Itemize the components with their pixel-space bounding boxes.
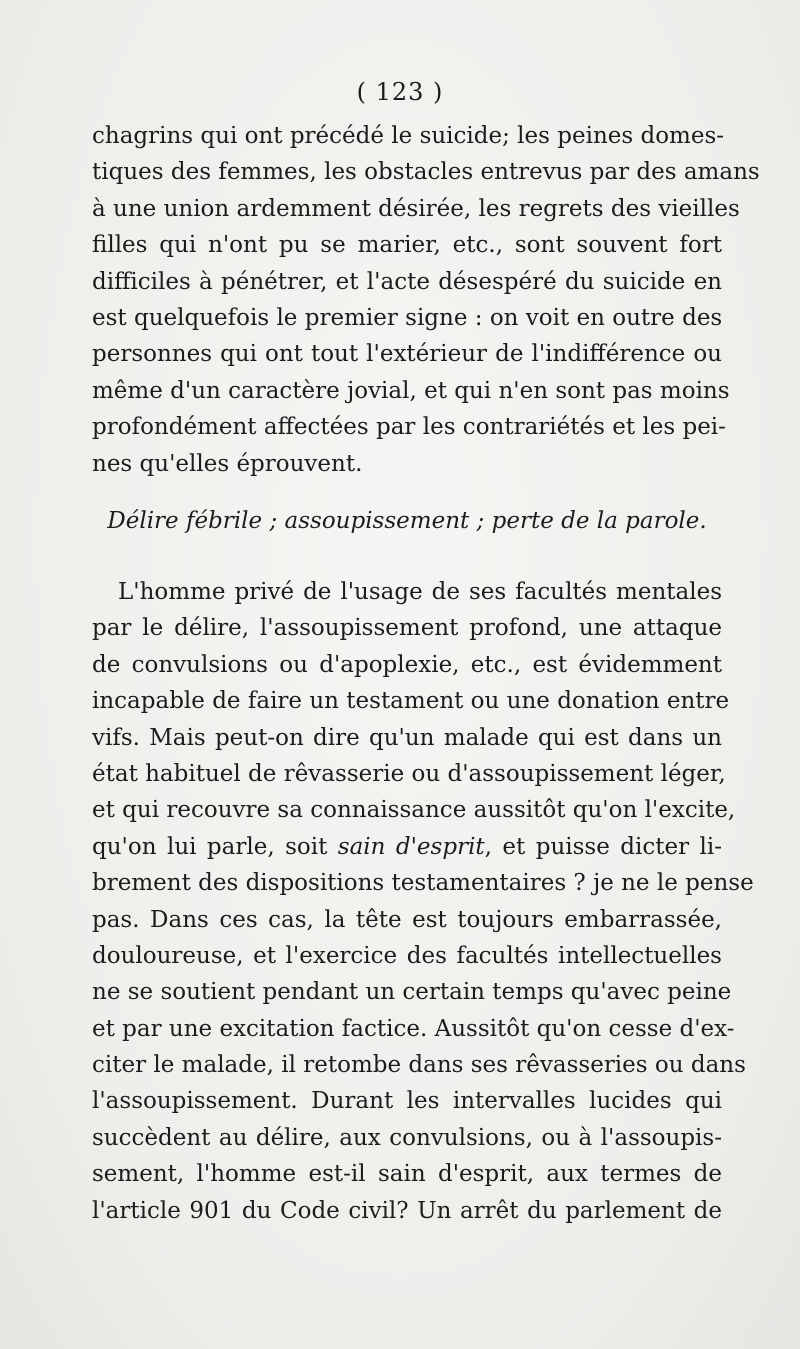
text-line: profondément affectées par les contrariétés et les pei- (92, 414, 726, 441)
text-line: succèdent au délire, aux convulsions, ou à l'assoupis- (92, 1124, 722, 1151)
text-line: état habituel de rêvasserie ou d'assoupissement léger, (92, 760, 726, 787)
text-line: vifs. Mais peut-on dire qu'un malade qui est dans un (92, 724, 722, 751)
italic-term: sain d'esprit (337, 833, 485, 860)
text-line: à une union ardemment désirée, les regrets des vieilles (92, 195, 740, 222)
text-line: et qui recouvre sa connaissance aussitôt qu'on l'excite, (92, 797, 736, 824)
text-line: tiques des femmes, les obstacles entrevus par des amans (92, 159, 760, 186)
text-line: de convulsions ou d'apoplexie, etc., est évidemment (92, 651, 722, 678)
page-number: ( 123 ) (356, 78, 444, 106)
text-line: et par une excitation factice. Aussitôt qu'on cesse d'ex- (92, 1015, 735, 1042)
paragraph-delirium (92, 574, 754, 1229)
text-line: incapable de faire un testament ou une donation entre (92, 688, 730, 715)
text-line: nes qu'elles éprouvent. (92, 450, 363, 477)
text-line: est quelquefois le premier signe : on voit en outre des (92, 304, 723, 331)
text-line: par le délire, l'assoupissement profond, une attaque (92, 615, 722, 642)
text-line: personnes qui ont tout l'extérieur de l'indifférence ou (92, 341, 722, 368)
text-line: brement des dispositions testamentaires ? je ne le pense (92, 870, 754, 897)
text-line: citer le malade, il retombe dans ses rêvasseries ou dans (92, 1052, 746, 1079)
text-segment: , et puisse dicter li- (484, 833, 722, 860)
text-line: l'assoupissement. Durant les intervalles lucides qui (92, 1088, 722, 1115)
text-line: ne se soutient pendant un certain temps qu'avec peine (92, 979, 732, 1006)
text-line: filles qui n'ont pu se marier, etc., sont souvent fort (92, 232, 722, 259)
text-segment: qu'on lui parle, soit (92, 833, 338, 860)
text-line: l'article 901 du Code civil? Un arrêt du parlement de (92, 1197, 722, 1224)
text-line: L'homme privé de l'usage de ses facultés mentales (118, 579, 722, 605)
paragraph-suicide-causes (92, 118, 760, 482)
section-heading: Délire fébrile ; assoupissement ; perte de la parole. (107, 508, 707, 534)
text-line: chagrins qui ont précédé le suicide; les peines domes- (92, 123, 725, 149)
text-line (92, 829, 722, 865)
text-line: sement, l'homme est-il sain d'esprit, aux termes de (92, 1161, 722, 1188)
text-line: même d'un caractère jovial, et qui n'en sont pas moins (92, 377, 730, 404)
text-line: douloureuse, et l'exercice des facultés intellectuelles (92, 942, 722, 969)
text-line: difficiles à pénétrer, et l'acte désespéré du suicide en (92, 268, 722, 295)
text-line: pas. Dans ces cas, la tête est toujours embarrassée, (92, 906, 722, 933)
